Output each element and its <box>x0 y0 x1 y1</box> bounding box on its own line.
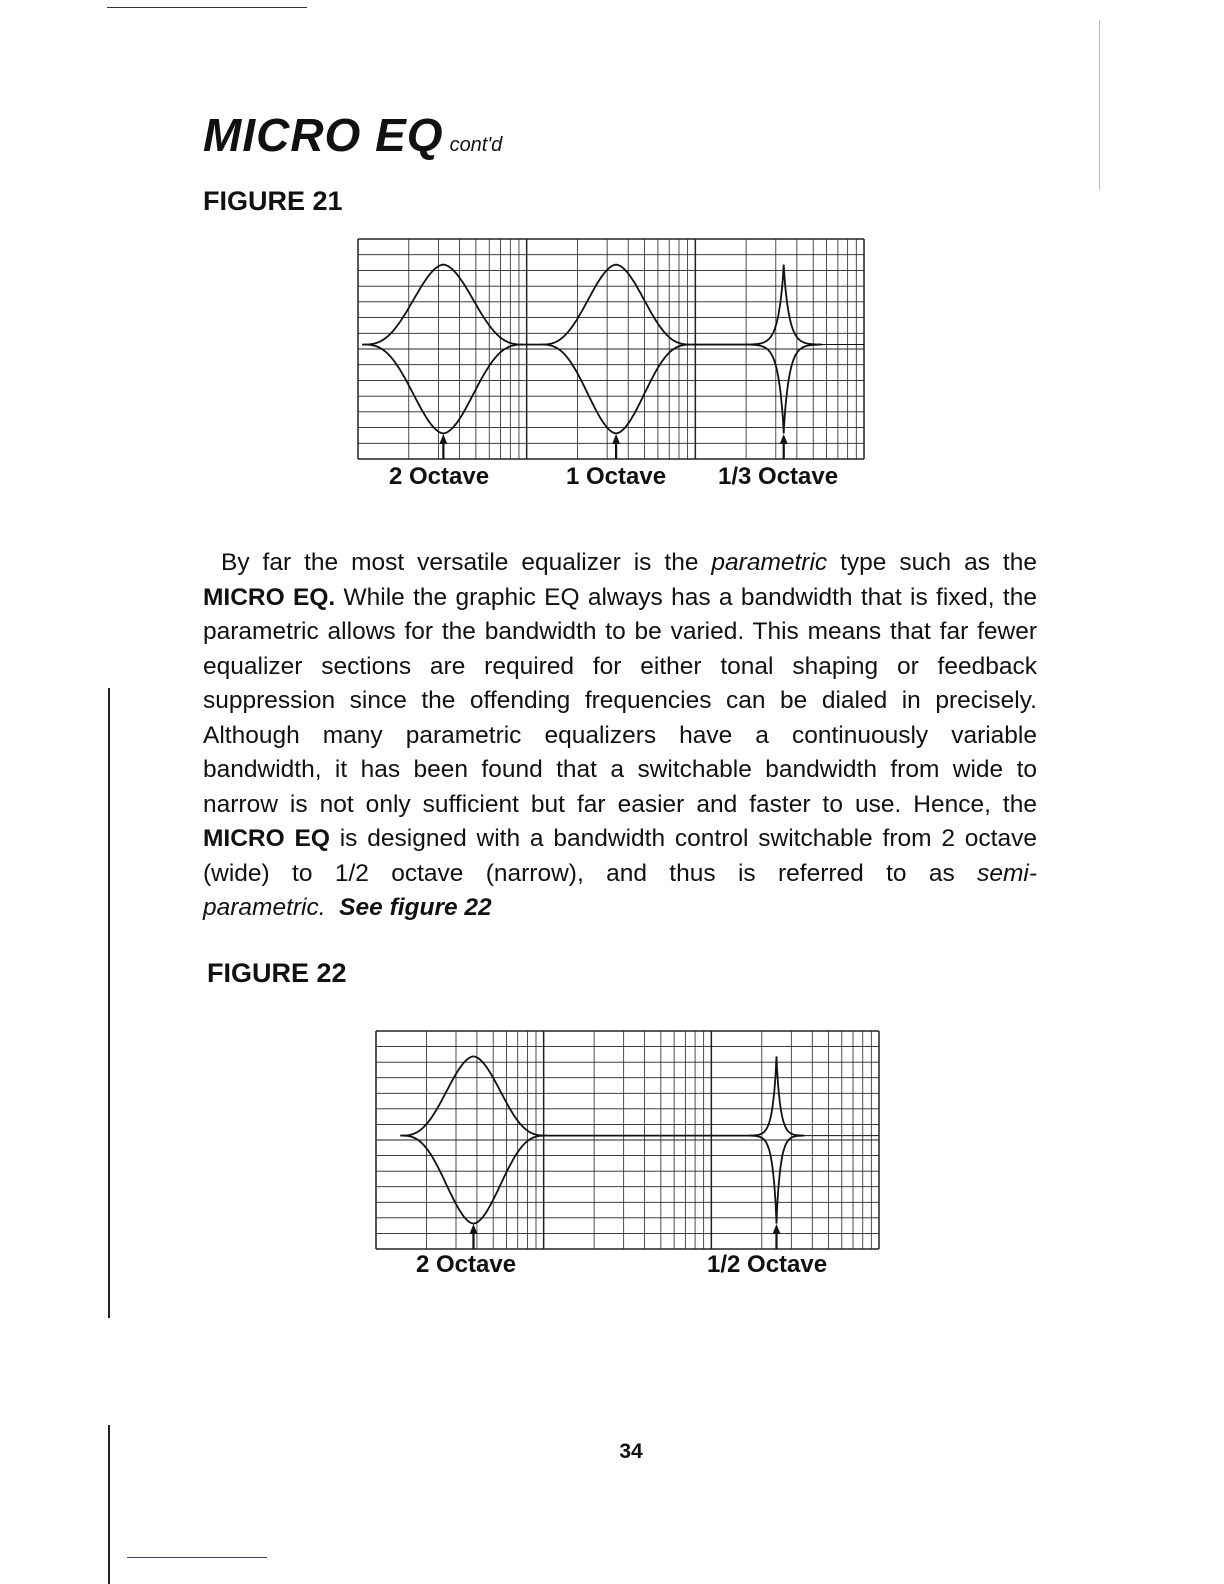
page-number: 34 <box>619 1440 643 1463</box>
figure-22-label: FIGURE 22 <box>207 958 347 988</box>
figure-22-graph <box>375 1030 880 1250</box>
figure-21-graph <box>357 238 865 460</box>
center-frequency-arrowhead <box>469 1224 477 1234</box>
page-title: MICRO EQ cont'd <box>203 109 503 161</box>
eq-cut-curve-3 <box>746 345 822 434</box>
eq-cut-curve-1 <box>400 1136 546 1224</box>
figure-21-label: FIGURE 21 <box>203 186 343 216</box>
eq-boost-curve-1 <box>400 1056 546 1135</box>
figure-21-caption-1-octave: 1 Octave <box>566 463 667 490</box>
body-paragraph: By far the most versatile equalizer is the parametric type such as the MICRO EQ. While the graphic EQ always has a bandwidth that is fixed, the parametric allows for the bandwidth to be varied. This means that far fewer equalizer sections are required for either tonal shaping or feedback suppression since the offending frequencies can be dialed in precisely. Although many parametric equalizers have a continuously variable bandwidth, it has been found that a switchable bandwidth from wide to narrow is not only sufficient but far easier and faster to use. Hence, the MICRO EQ is designed with a bandwidth control switchable from 2 octave (wide) to 1/2 octave (narrow), and thus is referred to as semi-parametric. See figure 22 <box>203 549 1037 921</box>
scan-artifact-right-margin <box>1099 20 1100 190</box>
graph-grid <box>358 239 864 459</box>
figure-22-caption-2-octave: 2 Octave <box>416 1251 517 1278</box>
figure-22-caption-half-octave: 1/2 Octave <box>707 1251 828 1278</box>
figure-21-caption-2-octave: 2 Octave <box>389 463 490 490</box>
scan-artifact-left-margin <box>108 688 110 1318</box>
center-frequency-arrowhead <box>780 434 788 444</box>
eq-cut-curve-2 <box>749 1136 805 1224</box>
eq-boost-curve-3 <box>746 265 822 345</box>
center-frequency-arrowhead <box>612 434 620 444</box>
center-frequency-arrowhead <box>439 434 447 444</box>
eq-boost-curve-2 <box>749 1056 805 1135</box>
figure-21-caption-third-octave: 1/3 Octave <box>718 463 839 490</box>
scan-artifact-top <box>107 7 307 8</box>
title-suffix: cont'd <box>449 134 503 156</box>
center-frequency-arrowhead <box>772 1224 780 1234</box>
scan-artifact-bottom-rule <box>127 1557 267 1558</box>
graph-grid <box>376 1031 879 1249</box>
